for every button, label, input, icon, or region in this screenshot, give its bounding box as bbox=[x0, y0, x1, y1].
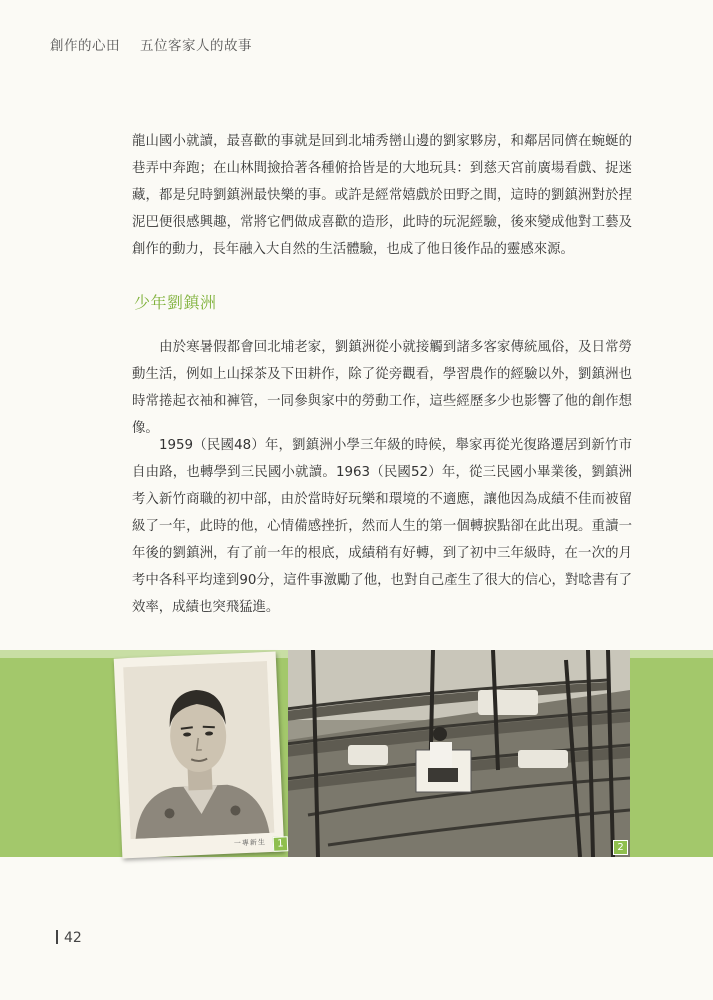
paragraph-school-text: 1959（民國48）年，劉鎮洲小學三年級的時候，舉家再從光復路遷居到新竹市自由路，也轉學到三民國小就讀。1963（民國52）年，從三民國小畢業後，劉鎮洲考入新竹商職的初中部，由於當時好玩樂和環境的不適應，讓他因為成績不佳而被留級了一年，此時的他，心情備感挫折，然而人生的第一個轉捩點卻在此出現。重讀一年後的劉鎮洲，有了前一年的根底，成績稍有好轉，到了初中三年級時，在一次的月考中各科平均達到90分，這件事激勵了他，也對自己產生了很大的信心，對唸書有了效率，成績也突飛猛進。 bbox=[132, 438, 632, 615]
running-head bbox=[50, 34, 252, 54]
page-number-value: 42 bbox=[64, 930, 82, 946]
portrait-signature: 一專新生 bbox=[233, 838, 267, 848]
portrait-illustration bbox=[123, 661, 274, 839]
paragraph-customs bbox=[132, 334, 632, 442]
paragraph-childhood: 龍山國小就讀，最喜歡的事就是回到北埔秀巒山邊的劉家夥房，和鄰居同儕在蜿蜒的巷弄中奔跑；在山林間撿拾著各種俯拾皆是的大地玩具：到慈天宮前廣場看戲、捉迷藏，都是兒時劉鎮洲最快樂的事。或許是經常嬉戲於田野之間，這時的劉鎮洲對於捏泥巴便很感興趣，常將它們做成喜歡的造形，此時的玩泥經驗，後來變成他對工藝及創作的動力，長年融入大自然的生活體驗，也成了他日後作品的靈感來源。 bbox=[132, 134, 632, 257]
photo-1-number: 1 bbox=[273, 836, 289, 852]
paragraph-school bbox=[132, 432, 632, 621]
running-head-section: 創作的心田 bbox=[50, 38, 120, 54]
photo-portrait bbox=[114, 652, 285, 859]
photo-boats bbox=[288, 650, 630, 857]
paragraph-customs-text: 由於寒暑假都會回北埔老家，劉鎮洲從小就接觸到諸多客家傳統風俗，及日常勞動生活，例如上山採茶及下田耕作，除了從旁觀看，學習農作的經驗以外，劉鎮洲也時常捲起衣袖和褲管，一同參與家中的勞動工作，這些經歷多少也影響了他的創作想像。 bbox=[132, 340, 632, 436]
page-number-bar bbox=[56, 930, 58, 944]
photo-2-number: 2 bbox=[613, 840, 628, 855]
section-heading: 少年劉鎮洲 bbox=[134, 293, 217, 312]
running-head-book: 五位客家人的故事 bbox=[140, 38, 252, 54]
page-number bbox=[56, 930, 82, 946]
boats-illustration bbox=[288, 650, 630, 857]
